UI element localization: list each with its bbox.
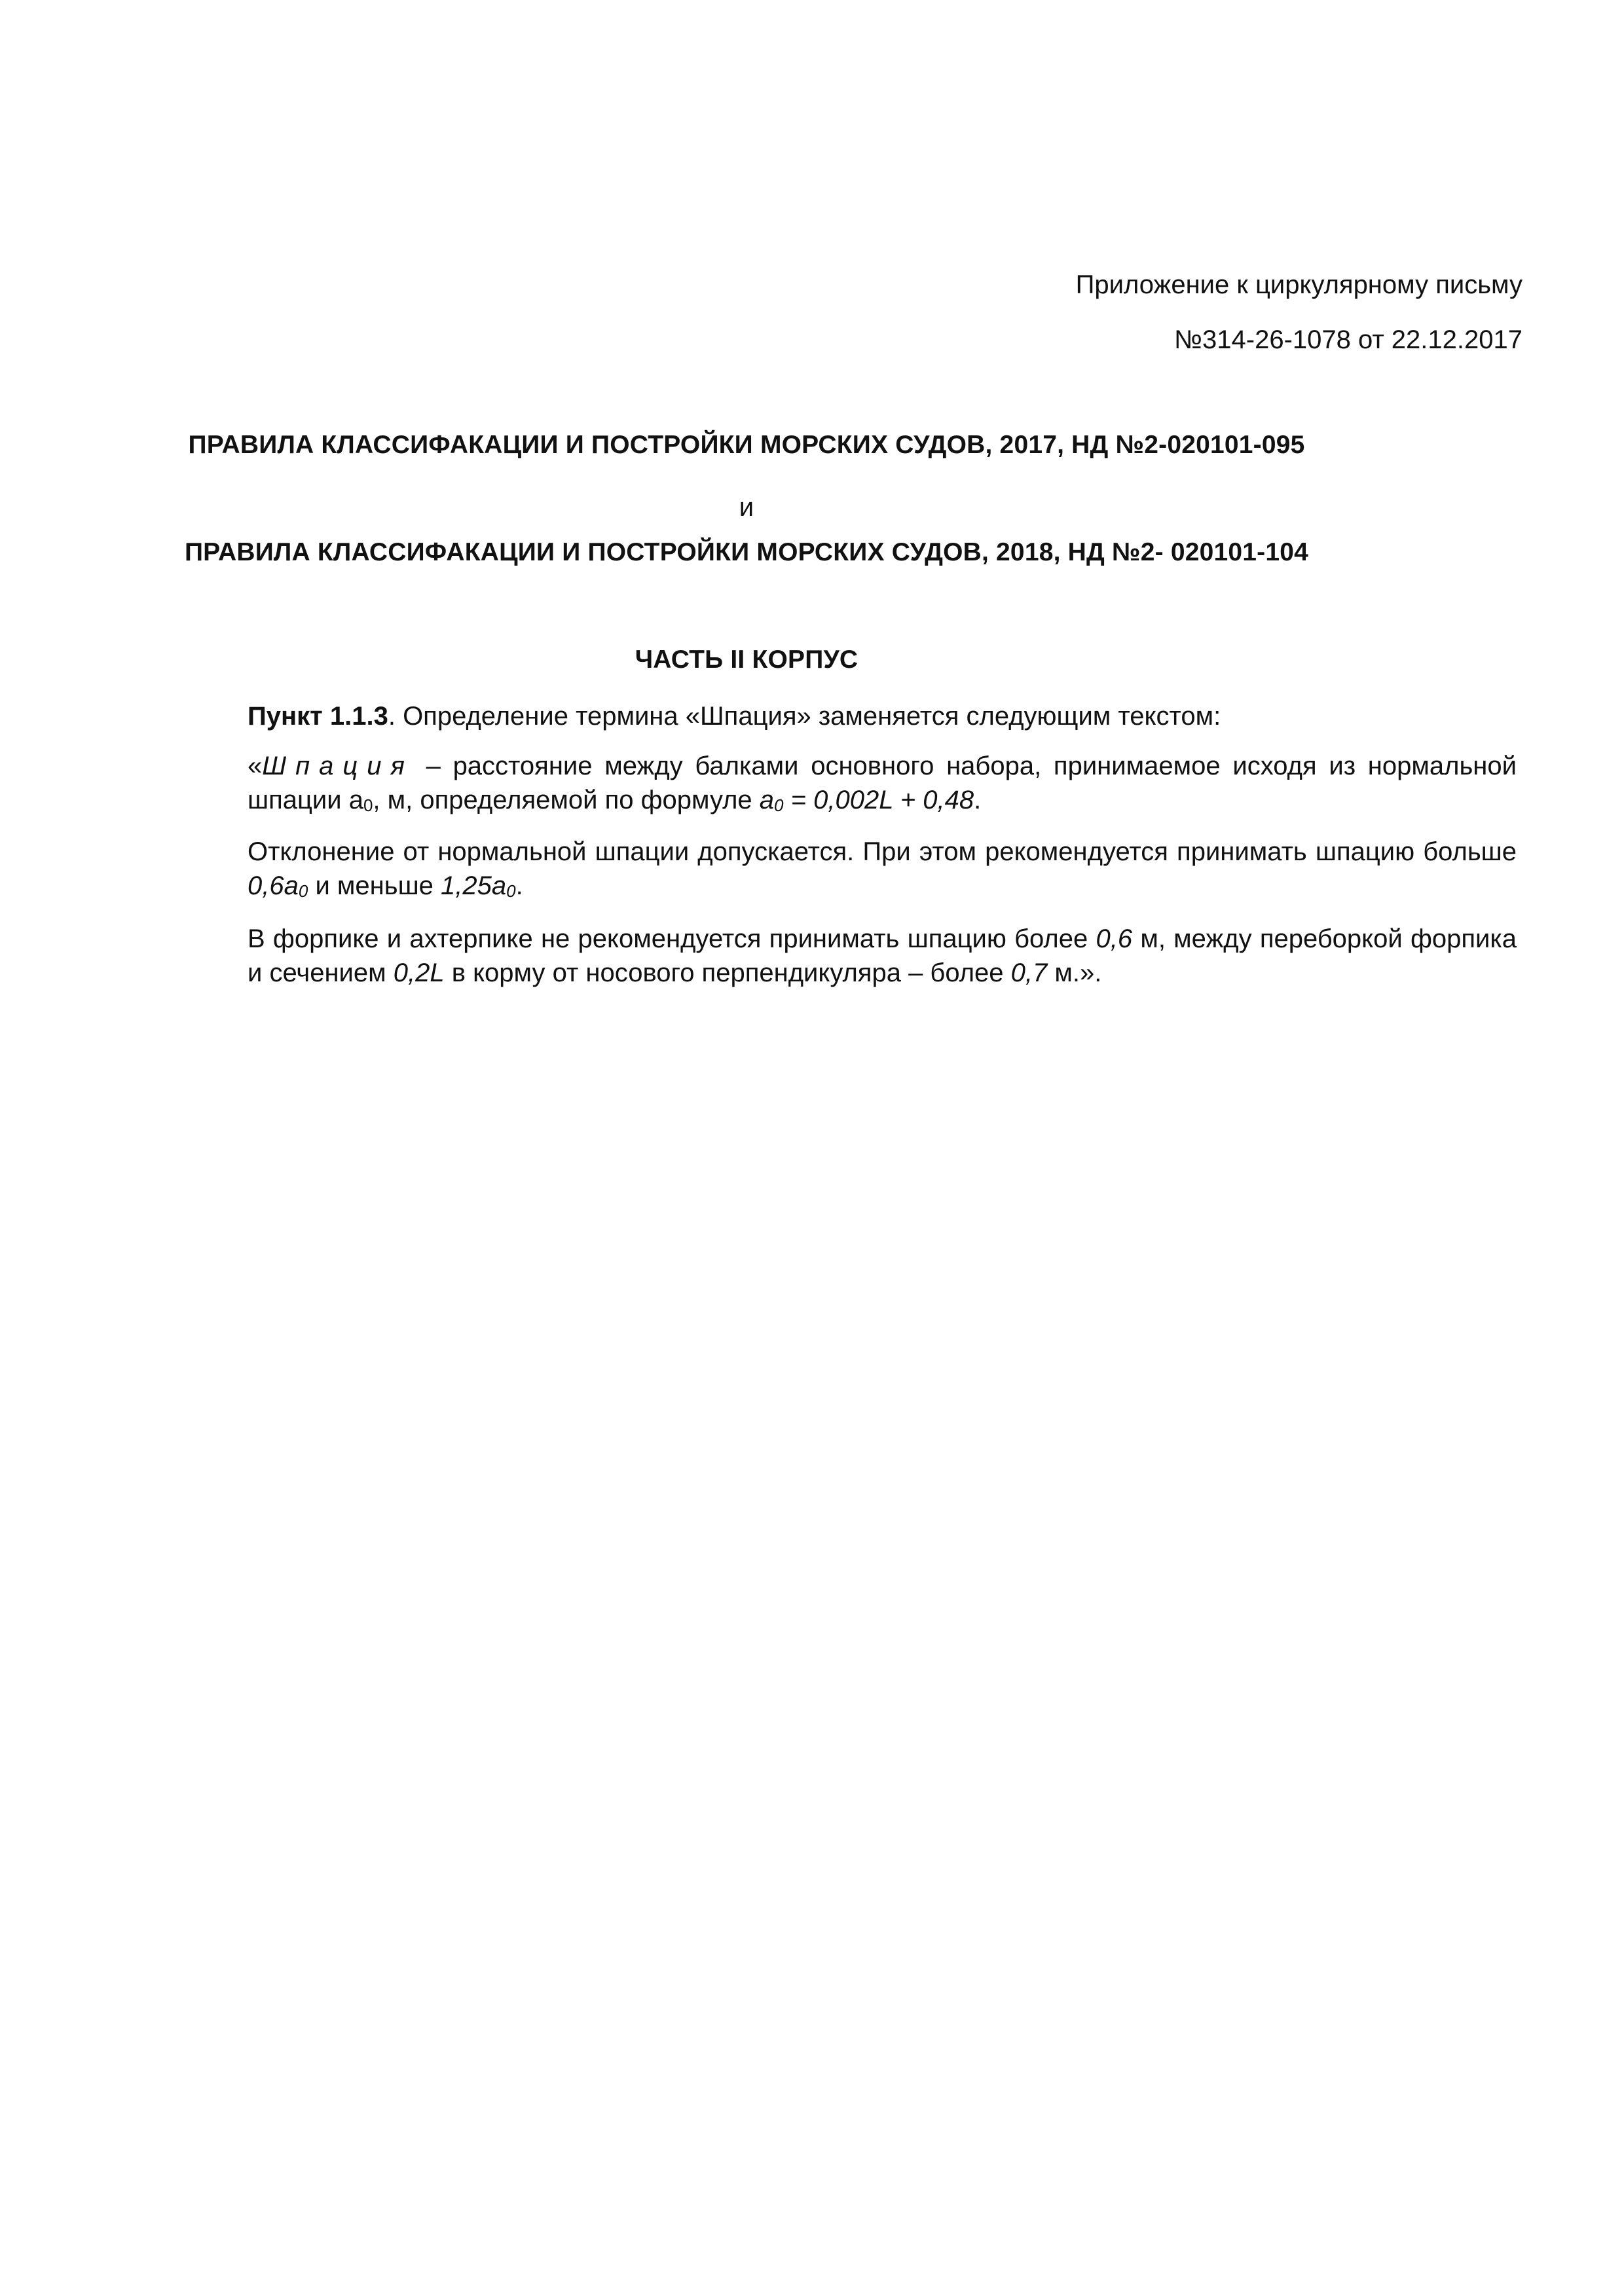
rules-2017-title: ПРАВИЛА КЛАССИФАКАЦИИ И ПОСТРОЙКИ МОРСКИХ СУДОВ, 2017, НД №2-020101-095 bbox=[188, 431, 1305, 459]
deviation-line-2: $0,6a_0$ и меньше $1,25a_0$. bbox=[248, 871, 523, 901]
clause-paragraph bbox=[248, 699, 1517, 733]
spacing-formula: $a_0 = 0,002L + 0,48$ bbox=[759, 786, 974, 815]
peaks-paragraph bbox=[248, 922, 1517, 990]
peaks-line-1: В форпике и ахтерпике не рекомендуется принимать шпацию более 0,6 м, между переборкой форпика bbox=[248, 924, 1517, 953]
clause-intro: . Определение термина «Шпация» заменяется следующим текстом: bbox=[388, 702, 1221, 731]
peaks-line-2: и сечением 0,2L в корму от носового перпендикуляра – более 0,7 м.». bbox=[248, 958, 1102, 987]
definition-paragraph bbox=[248, 749, 1517, 817]
clause-number: Пункт 1.1.3 bbox=[248, 702, 388, 731]
rules-2018-title: ПРАВИЛА КЛАССИФАКАЦИИ И ПОСТРОЙКИ МОРСКИХ СУДОВ, 2018, НД №2- 020101-104 bbox=[184, 538, 1309, 566]
definition-line-2: шпации $a_0$, м, определяемой по формуле $a_0 = 0,002L + 0,48$. bbox=[248, 786, 982, 815]
part-title: ЧАСТЬ II КОРПУС bbox=[635, 646, 858, 674]
defined-term: Шпация bbox=[262, 752, 414, 780]
attachment-note: Приложение к циркулярному письму bbox=[1075, 270, 1522, 299]
letter-reference: №314-26-1078 от 22.12.2017 bbox=[1174, 325, 1522, 354]
deviation-paragraph bbox=[248, 835, 1517, 903]
definition-line-1: «Шпация – расстояние между балками основного набора, принимаемое исходя из нормальной bbox=[248, 752, 1517, 780]
title-conjunction: и bbox=[739, 493, 754, 522]
deviation-line-1: Отклонение от нормальной шпации допускается. При этом рекомендуется принимать шпацию больше bbox=[248, 837, 1517, 866]
